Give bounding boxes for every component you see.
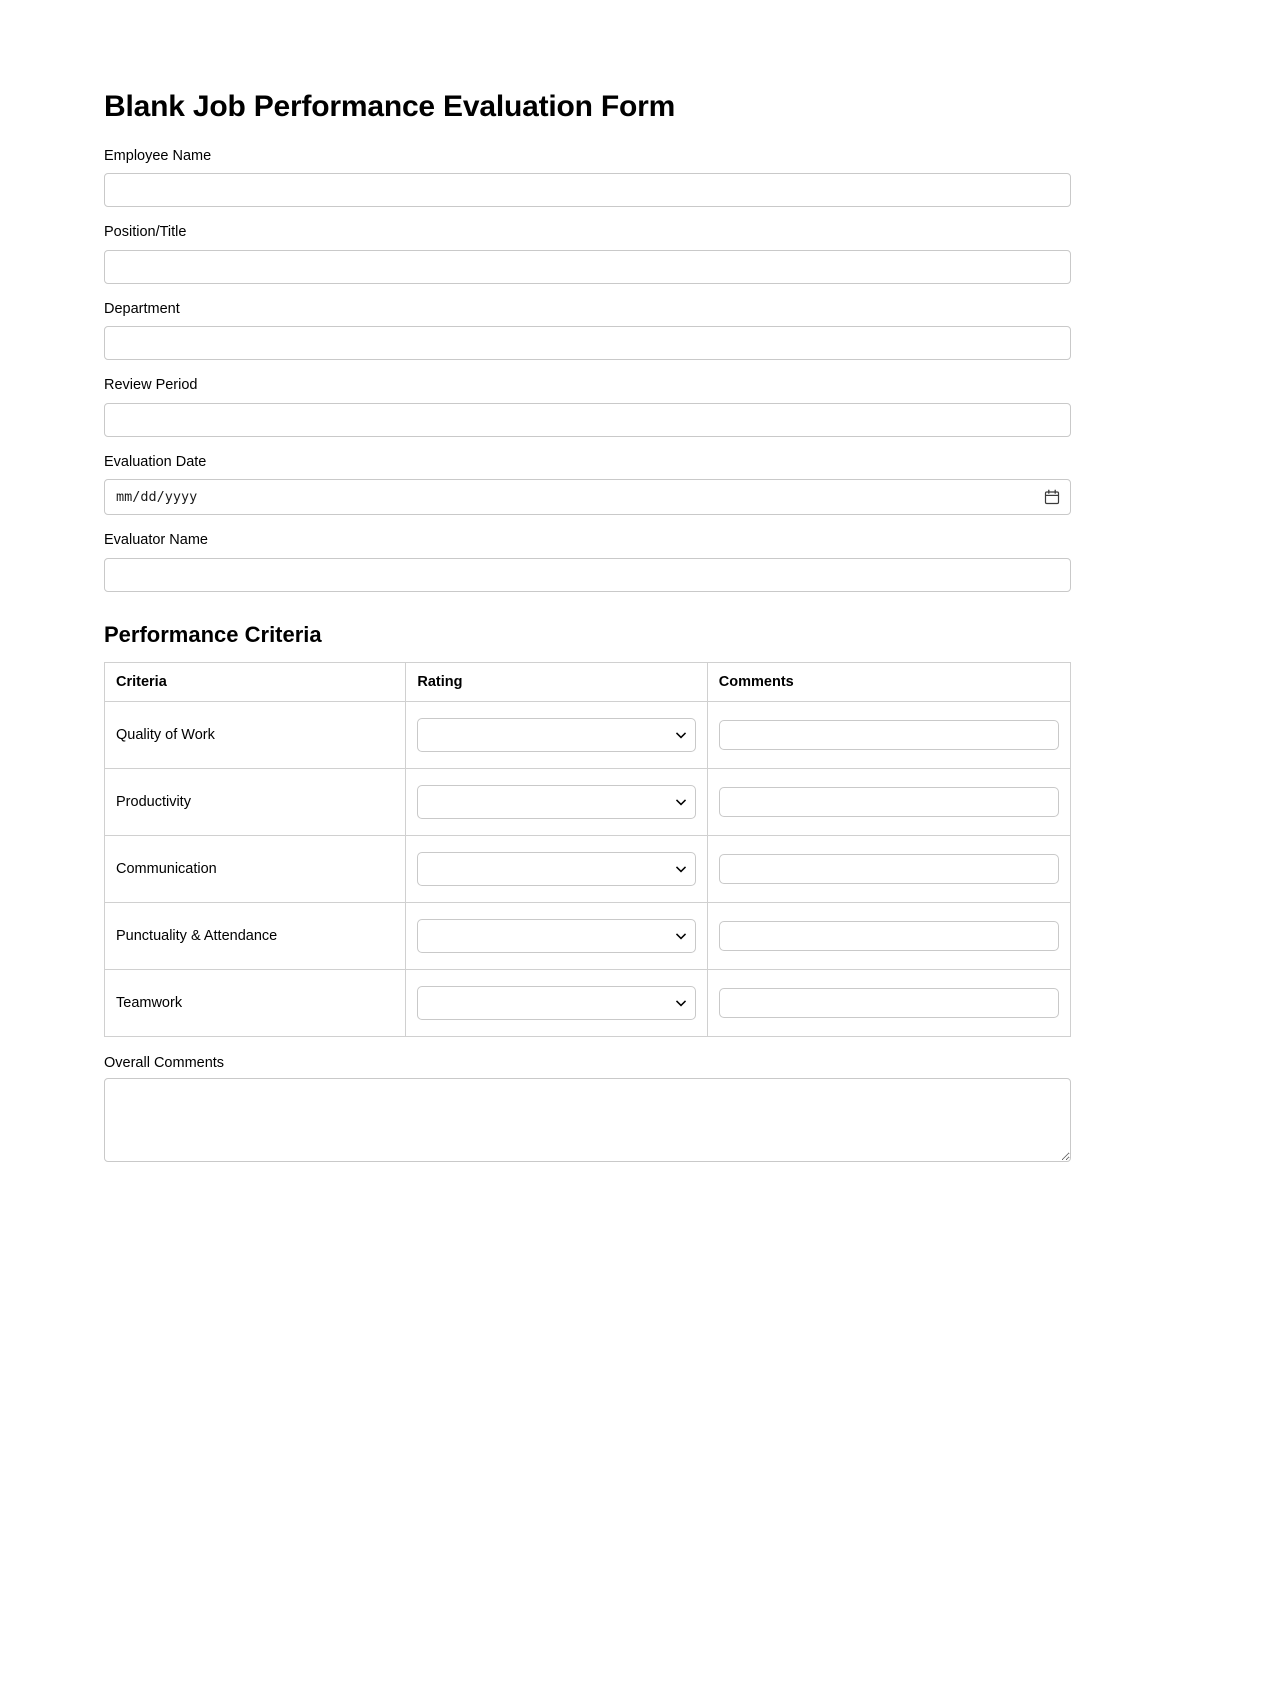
identity-fields (104, 147, 1071, 592)
comment-input-punctuality-attendance[interactable] (719, 921, 1059, 951)
criteria-label: Productivity (116, 793, 191, 810)
comments-cell (707, 903, 1070, 970)
field-review-period (104, 376, 1071, 437)
column-header-rating: Rating (406, 663, 707, 702)
rating-select-quality-of-work[interactable] (417, 718, 695, 752)
rating-select-punctuality-attendance[interactable] (417, 919, 695, 953)
review-period-input[interactable] (104, 403, 1071, 437)
criteria-cell (105, 836, 406, 903)
column-header-criteria: Criteria (105, 663, 406, 702)
form-content (90, 20, 1085, 1202)
field-label: Evaluation Date (104, 453, 207, 470)
table-row (105, 970, 1071, 1037)
criteria-cell (105, 970, 406, 1037)
table-row (105, 836, 1071, 903)
chevron-down-icon (676, 866, 686, 873)
criteria-label: Communication (116, 860, 217, 877)
table-row (105, 702, 1071, 769)
comments-cell (707, 836, 1070, 903)
rating-cell (406, 903, 707, 970)
comment-input-productivity[interactable] (719, 787, 1059, 817)
field-evaluation-date (104, 453, 1071, 516)
field-position-title (104, 223, 1071, 284)
field-label: Evaluator Name (104, 532, 208, 549)
comments-cell (707, 769, 1070, 836)
overall-comments-label: Overall Comments (104, 1055, 225, 1072)
comment-input-quality-of-work[interactable] (719, 720, 1059, 750)
field-label: Position/Title (104, 224, 187, 241)
field-employee-name (104, 147, 1071, 208)
calendar-icon[interactable] (1044, 489, 1060, 505)
chevron-down-icon (676, 933, 686, 940)
field-label: Review Period (104, 377, 198, 394)
employee-name-input[interactable] (104, 173, 1071, 207)
field-label: Employee Name (104, 147, 212, 164)
comments-cell (707, 970, 1070, 1037)
rating-select-communication[interactable] (417, 852, 695, 886)
chevron-down-icon (676, 799, 686, 806)
page-title: Blank Job Performance Evaluation Form (104, 90, 676, 123)
column-header-comments: Comments (707, 663, 1070, 702)
document-sheet (90, 20, 1085, 1620)
rating-cell (406, 836, 707, 903)
field-department (104, 300, 1071, 361)
overall-comments-textarea[interactable] (104, 1078, 1071, 1162)
chevron-down-icon (676, 732, 686, 739)
rating-cell (406, 769, 707, 836)
rating-cell (406, 970, 707, 1037)
comment-input-teamwork[interactable] (719, 988, 1059, 1018)
performance-criteria-table (104, 662, 1071, 1037)
position-title-input[interactable] (104, 250, 1071, 284)
date-placeholder-text: mm/dd/yyyy (116, 489, 198, 506)
section-title-performance-criteria: Performance Criteria (104, 621, 322, 647)
criteria-label: Teamwork (116, 994, 183, 1011)
overall-comments-block (104, 1055, 1071, 1162)
department-input[interactable] (104, 326, 1071, 360)
comments-cell (707, 702, 1070, 769)
criteria-label: Quality of Work (116, 726, 215, 743)
rating-select-productivity[interactable] (417, 785, 695, 819)
criteria-cell (105, 769, 406, 836)
table-row (105, 903, 1071, 970)
rating-cell (406, 702, 707, 769)
rating-select-teamwork[interactable] (417, 986, 695, 1020)
chevron-down-icon (676, 1000, 686, 1007)
criteria-label: Punctuality & Attendance (116, 927, 278, 944)
comment-input-communication[interactable] (719, 854, 1059, 884)
field-evaluator-name (104, 531, 1071, 592)
criteria-cell (105, 702, 406, 769)
table-row (105, 769, 1071, 836)
evaluation-date-input[interactable] (104, 479, 1071, 515)
evaluator-name-input[interactable] (104, 558, 1071, 592)
criteria-cell (105, 903, 406, 970)
field-label: Department (104, 300, 180, 317)
table-header-row (105, 663, 1071, 702)
